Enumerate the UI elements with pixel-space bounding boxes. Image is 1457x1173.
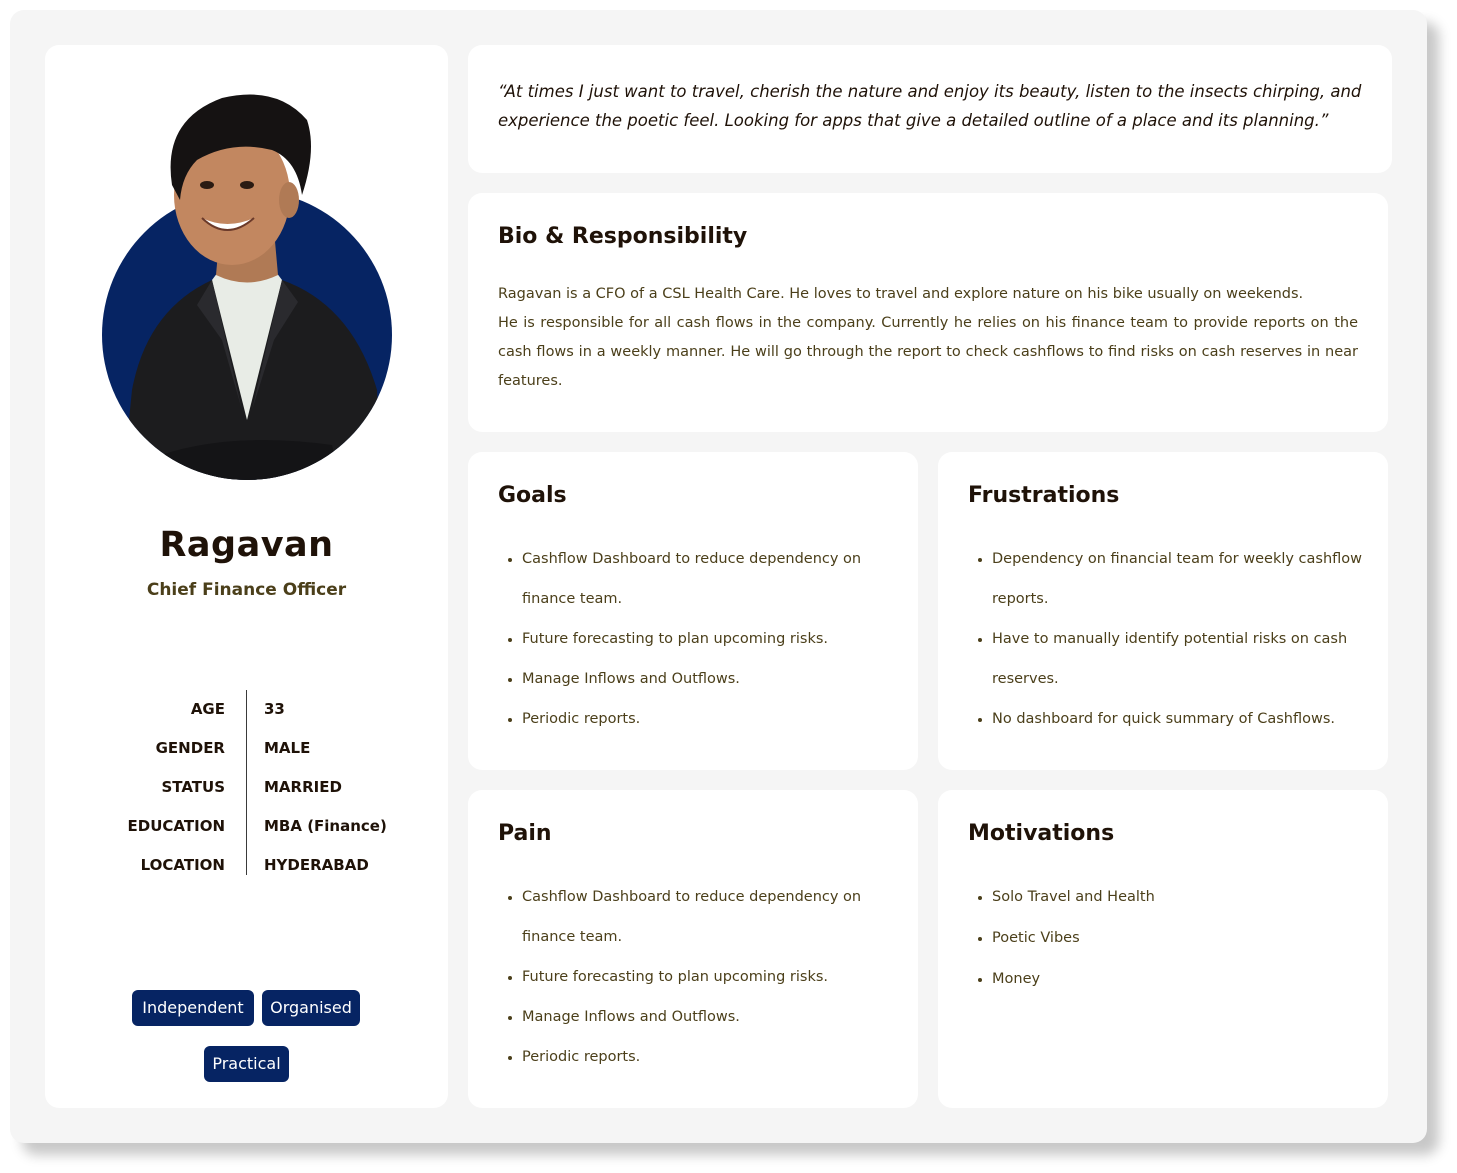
fact-value: 33 bbox=[264, 700, 285, 718]
list-item: • Future forecasting to plan upcoming risks. bbox=[522, 957, 902, 997]
fact-value: MBA (Finance) bbox=[264, 817, 387, 835]
list-item: • Poetic Vibes bbox=[992, 918, 1372, 959]
fact-label: GENDER bbox=[155, 739, 225, 757]
pain-title: Pain bbox=[498, 821, 552, 846]
list-item: • Future forecasting to plan upcoming risks. bbox=[522, 619, 902, 659]
list-item: • Cashflow Dashboard to reduce dependency on finance team. bbox=[522, 877, 902, 957]
persona-quote: “At times I just want to travel, cherish the nature and enjoy its beauty, listen to the insects chirping, and experience the poetic feel. Looking for apps that give a detailed outline of a place and its planning.” bbox=[498, 82, 1362, 130]
fact-value: MALE bbox=[264, 739, 311, 757]
list-item: • Solo Travel and Health bbox=[992, 877, 1372, 918]
pain-card bbox=[468, 790, 918, 1108]
bio-line: Ragavan is a CFO of a CSL Health Care. He loves to travel and explore nature on his bike usually on weekends. bbox=[498, 286, 1304, 302]
list-item: • No dashboard for quick summary of Cashflows. bbox=[992, 699, 1372, 739]
fact-label: AGE bbox=[190, 700, 225, 718]
fact-row-gender bbox=[105, 739, 405, 761]
persona-facts bbox=[105, 690, 405, 875]
fact-row-status bbox=[105, 778, 405, 800]
list-item: • Manage Inflows and Outflows. bbox=[522, 997, 902, 1037]
motivations-list bbox=[968, 877, 1372, 1000]
quote-card bbox=[468, 45, 1392, 173]
tag-organised: Organised bbox=[262, 990, 360, 1026]
goals-title: Goals bbox=[498, 483, 567, 508]
goals-list bbox=[498, 539, 902, 739]
frustrations-title: Frustrations bbox=[968, 483, 1120, 508]
fact-label: EDUCATION bbox=[127, 817, 225, 835]
fact-value: MARRIED bbox=[264, 778, 342, 796]
list-item: • Cashflow Dashboard to reduce dependency on finance team. bbox=[522, 539, 902, 619]
motivations-title: Motivations bbox=[968, 821, 1115, 846]
list-item: • Periodic reports. bbox=[522, 699, 902, 739]
bio-line: He is responsible for all cash flows in the company. Currently he relies on his finance team to provide reports on the cash flows in a weekly manner. He will go through the report to check cashflows to find risks on cash reserves in near features. bbox=[498, 315, 1358, 389]
list-item: • Have to manually identify potential risks on cash reserves. bbox=[992, 619, 1372, 699]
bio-card bbox=[468, 193, 1388, 432]
goals-card bbox=[468, 452, 918, 770]
profile-card bbox=[45, 45, 448, 1108]
persona-name: Ragavan bbox=[159, 525, 334, 565]
fact-value: HYDERABAD bbox=[264, 856, 369, 874]
tag-practical: Practical bbox=[204, 1046, 289, 1082]
avatar bbox=[102, 90, 392, 480]
persona-role: Chief Finance Officer bbox=[146, 580, 347, 600]
fact-label: LOCATION bbox=[140, 856, 225, 874]
fact-row-education bbox=[105, 817, 405, 839]
bio-text bbox=[498, 280, 1358, 396]
pain-list bbox=[498, 877, 902, 1077]
bio-title: Bio & Responsibility bbox=[498, 224, 748, 249]
list-item: • Manage Inflows and Outflows. bbox=[522, 659, 902, 699]
fact-row-age bbox=[105, 700, 405, 722]
list-item: • Money bbox=[992, 959, 1372, 1000]
list-item: • Dependency on financial team for weekly cashflow reports. bbox=[992, 539, 1372, 619]
frustrations-card bbox=[938, 452, 1388, 770]
frustrations-list bbox=[968, 539, 1372, 739]
avatar-illustration bbox=[102, 90, 392, 480]
fact-label: STATUS bbox=[161, 778, 225, 796]
tag-independent: Independent bbox=[132, 990, 254, 1026]
persona-board bbox=[10, 10, 1427, 1143]
motivations-card bbox=[938, 790, 1388, 1108]
list-item: • Periodic reports. bbox=[522, 1037, 902, 1077]
fact-row-location bbox=[105, 856, 405, 878]
